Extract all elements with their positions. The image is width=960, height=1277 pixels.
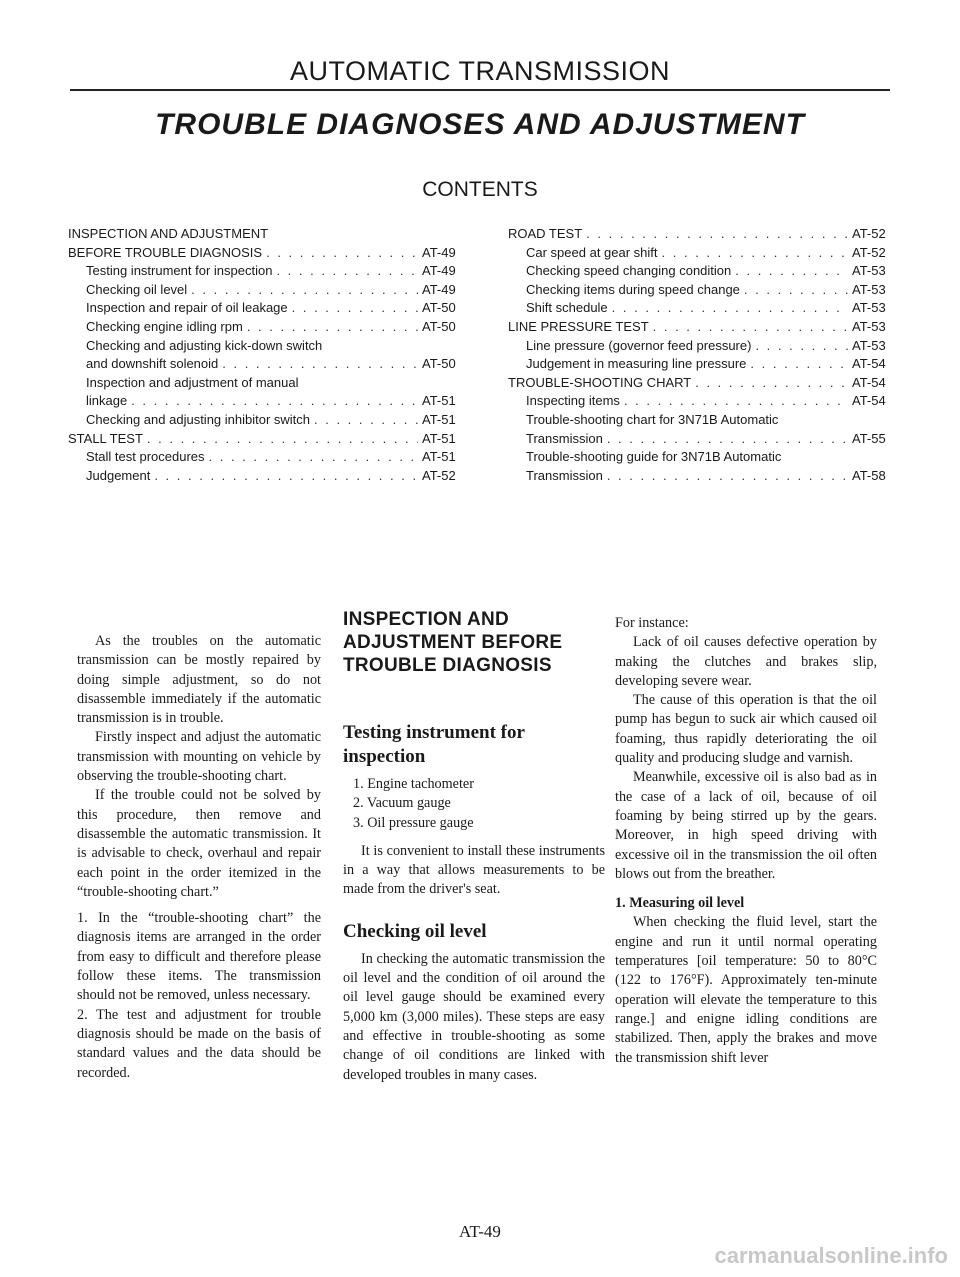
toc-entry[interactable]: Transmission . . . AT-58 (508, 467, 898, 486)
page-number: AT-49 (459, 1222, 501, 1241)
paragraph: In checking the automatic transmission the oil level and the condition of oil around the oil level gauge should be examined every 5,000 km (3,000 miles). These steps are easy and effective in trouble-shooting as some change of oil conditions are linked with developed troubles in many cases. (343, 950, 605, 1083)
numbered-paragraph: 1. In the “trouble-shooting chart” the diagnosis items are arranged in the order from easy to difficult and therefore please follow these items. The transmission should not be removed, unless necessary. (77, 910, 321, 1004)
section-header: AUTOMATIC TRANSMISSION (289, 56, 671, 86)
paragraph: Lack of oil causes defective operation by making the clutches and brakes slip, developing severe wear. (615, 634, 877, 689)
toc-page: AT-51 (422, 449, 456, 465)
body-column-3 (615, 614, 877, 1068)
toc-entry[interactable]: Checking items during speed change . . . AT-53 (508, 281, 898, 300)
toc-page: AT-53 (852, 337, 886, 353)
toc-page: AT-54 (852, 393, 886, 409)
toc-page: AT-51 (422, 393, 456, 409)
numbered-paragraph: 2. The test and adjustment for trouble diagnosis should be made on the basis of standard values and the data should be recorded. (77, 1006, 321, 1081)
paragraph: When checking the fluid level, start the engine and run it until normal operating temperatures [oil temperature: 50 to 80°C (122 to 176°F). Approximately ten-minute operation will elevate the temperature to this range.] and enigne idling conditions are stabilized. Then, apply the brakes and move the transmission shift lever (615, 914, 877, 1066)
list-item: 1. Engine tachometer (353, 776, 474, 792)
toc-entry[interactable]: Judgement in measuring line pressure . . . AT-54 (508, 355, 898, 374)
toc-entry[interactable]: Judgement . . . AT-52 (68, 467, 468, 486)
toc-page: AT-52 (422, 467, 456, 483)
header-rule (70, 89, 890, 91)
toc-entry: Checking and adjusting kick-down switch (86, 337, 323, 353)
toc-page: AT-49 (422, 263, 456, 279)
toc-entry[interactable]: linkage . . . AT-51 (68, 392, 468, 411)
toc-page: AT-58 (852, 467, 886, 483)
toc-entry[interactable]: LINE PRESSURE TEST . . . AT-53 (508, 318, 898, 337)
toc-entry[interactable]: Shift schedule . . . AT-53 (508, 299, 898, 318)
toc-entry[interactable]: Line pressure (governor feed pressure) . . . AT-53 (508, 337, 898, 356)
paragraph: As the troubles on the automatic transmission can be mostly repaired by doing simple adjustment, so do not disassemble immediately if the automatic transmission is in trouble. (77, 633, 321, 727)
paragraph: For instance: (615, 615, 689, 631)
toc-entry[interactable]: Checking oil level . . . AT-49 (68, 281, 468, 300)
toc-page: AT-51 (422, 411, 456, 427)
toc-page: AT-53 (852, 300, 886, 316)
toc-entry: Inspection and adjustment of manual (86, 374, 299, 390)
toc-page: AT-49 (422, 281, 456, 297)
list-item: 3. Oil pressure gauge (353, 814, 474, 831)
toc-entry[interactable]: Inspecting items . . . AT-54 (508, 392, 898, 411)
toc-entry[interactable]: Transmission . . . AT-55 (508, 430, 898, 449)
list-item: 2. Vacuum gauge (353, 795, 451, 812)
toc-entry: Trouble-shooting chart for 3N71B Automatic (526, 411, 779, 427)
toc-entry[interactable]: BEFORE TROUBLE DIAGNOSIS . . . AT-49 (68, 244, 468, 263)
paragraph: It is convenient to install these instruments in a way that allows measurements to be made from the driver's seat. (343, 842, 605, 898)
subsection-title: Checking oil level (343, 920, 487, 942)
toc-page: AT-49 (422, 244, 456, 260)
toc-right (508, 225, 898, 485)
page-title: TROUBLE DIAGNOSES AND ADJUSTMENT (155, 108, 805, 141)
contents-heading: CONTENTS (422, 178, 538, 201)
item-heading: 1. Measuring oil level (615, 895, 745, 912)
watermark: carmanualsonline.info (714, 1243, 948, 1268)
toc-entry[interactable]: STALL TEST . . . AT-51 (68, 430, 468, 449)
body-column-1 (77, 632, 321, 1083)
paragraph: Firstly inspect and adjust the automatic transmission with mounting on vehicle by observing the trouble-shooting chart. (77, 729, 321, 785)
toc-page: AT-50 (422, 300, 456, 316)
toc-page: AT-52 (852, 226, 886, 241)
toc-page: AT-54 (852, 374, 886, 390)
toc-page: AT-55 (852, 430, 886, 446)
toc-left (68, 225, 468, 485)
toc-page: AT-51 (422, 430, 456, 446)
toc-entry: Trouble-shooting guide for 3N71B Automatic (526, 449, 782, 465)
toc-entry[interactable]: Stall test procedures . . . AT-51 (68, 448, 468, 467)
toc-entry[interactable]: Checking and adjusting inhibitor switch . . . AT-51 (68, 411, 468, 430)
toc-entry[interactable]: TROUBLE-SHOOTING CHART . . . AT-54 (508, 374, 898, 393)
toc-entry[interactable]: and downshift solenoid . . . AT-50 (68, 355, 468, 374)
toc-entry[interactable]: Checking speed changing condition . . . AT-53 (508, 262, 898, 281)
toc-entry[interactable]: Testing instrument for inspection . . . AT-49 (68, 262, 468, 281)
toc-entry: INSPECTION AND ADJUSTMENT (68, 226, 269, 241)
section-title: INSPECTION AND ADJUSTMENT BEFORE TROUBLE DIAGNOSIS (343, 609, 563, 676)
toc-entry[interactable]: ROAD TEST . . . AT-52 (508, 225, 898, 244)
paragraph: Meanwhile, excessive oil is also bad as in the case of a lack of oil, because of oil foaming by being stirred up by the gears. Moreover, in high speed driving with excessive oil in the transmission the oil often blows out from the breather. (615, 769, 877, 882)
toc-page: AT-50 (422, 318, 456, 334)
toc-page: AT-50 (422, 356, 456, 372)
toc-entry[interactable]: Checking engine idling rpm . . . AT-50 (68, 318, 468, 337)
toc-page: AT-53 (852, 281, 886, 297)
toc-page: AT-53 (852, 318, 886, 334)
toc-entry[interactable]: Car speed at gear shift . . . AT-52 (508, 244, 898, 263)
paragraph: If the trouble could not be solved by this procedure, then remove and disassemble the automatic transmission. It is advisable to check, overhaul and repair each point in the order itemized in the “trouble-shooting chart.” (77, 787, 321, 900)
subsection-title: Testing instrument for inspection (343, 722, 525, 767)
instrument-list (343, 775, 605, 833)
toc-page: AT-52 (852, 244, 886, 260)
toc-page: AT-53 (852, 263, 886, 279)
toc-entry[interactable]: Inspection and repair of oil leakage . . . AT-50 (68, 299, 468, 318)
paragraph: The cause of this operation is that the oil pump has begun to suck air which caused oil foaming, thus rapidly deteriorating the oil quality and producing sludge and varnish. (615, 692, 877, 767)
body-column-2 (343, 608, 605, 1085)
toc-page: AT-54 (852, 356, 886, 372)
